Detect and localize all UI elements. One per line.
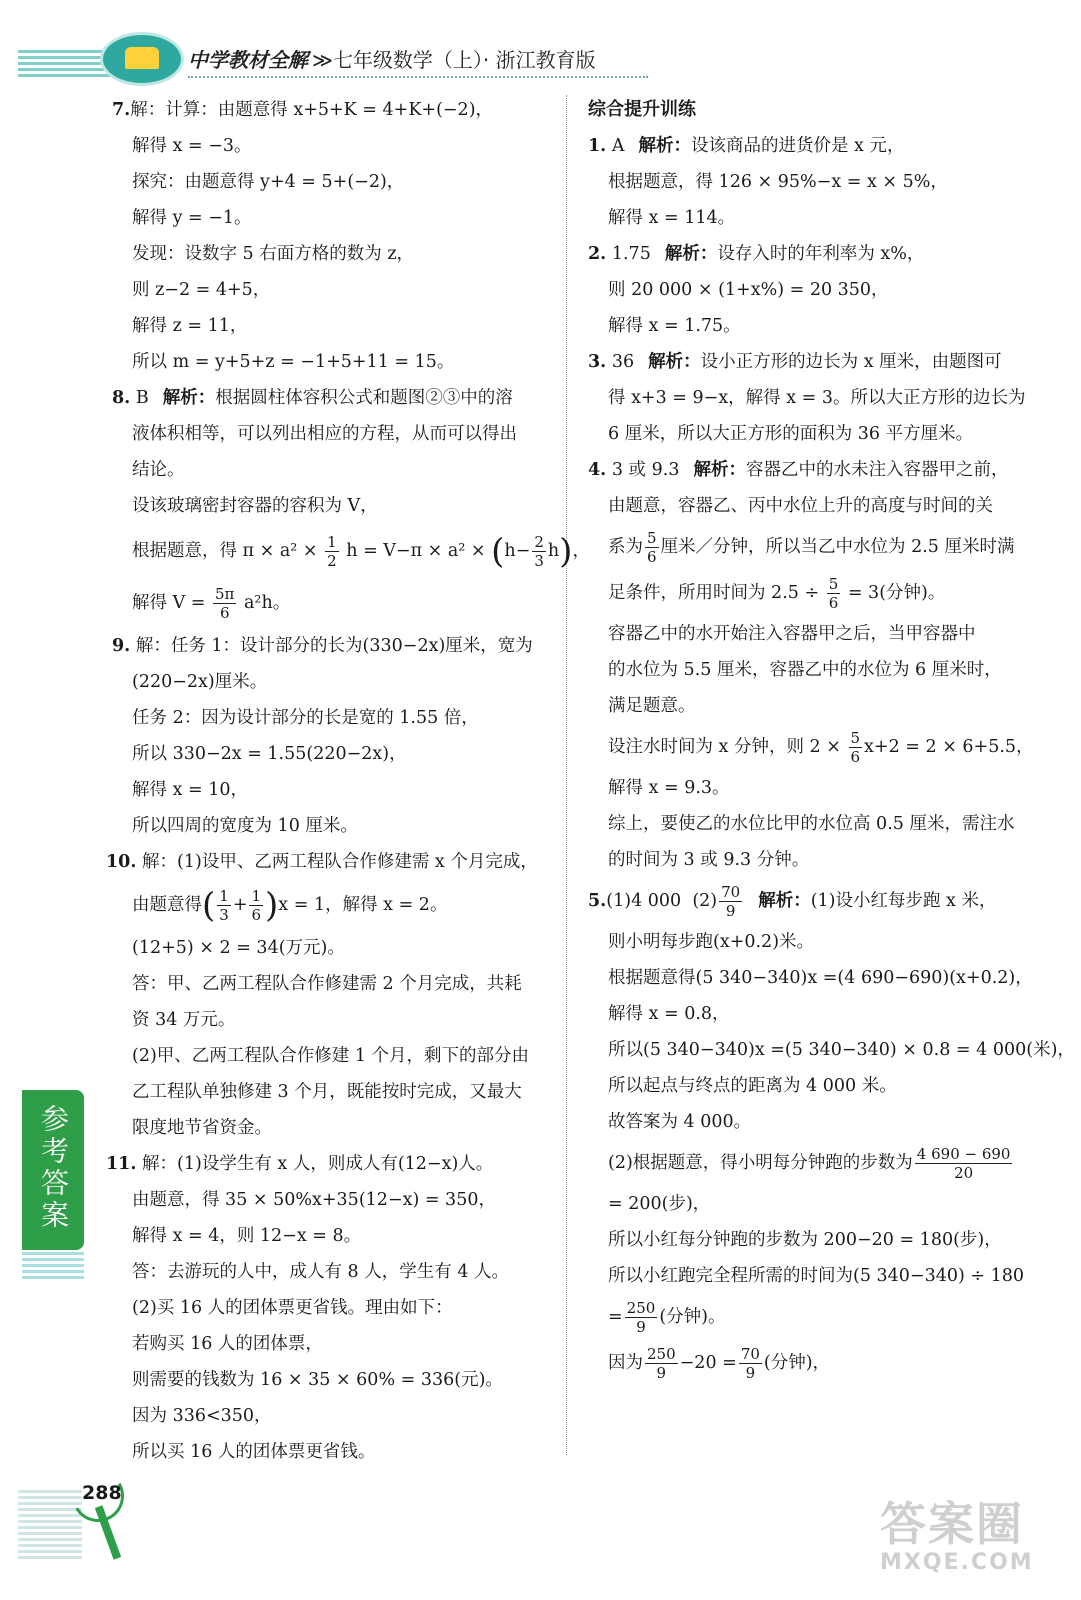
numerator: 250 — [647, 1345, 676, 1363]
plus-sign: + — [232, 895, 248, 915]
r-q4-line8 — [588, 724, 1038, 770]
answer-text: 解：(1)设甲、乙两工程队合作修建需 x 个月完成， — [142, 852, 538, 872]
r-q4-line6: 的水位为 5.5 厘米，容器乙中的水位为 6 厘米时， — [608, 660, 1002, 680]
r-q5-line13 — [588, 1340, 1038, 1386]
answer-choice: (1)4 000 — [606, 891, 682, 911]
r-q3-line1 — [588, 344, 1038, 380]
answer-text: 解：任务 1：设计部分的长为(330−2x)厘米，宽为 — [135, 636, 533, 656]
r-q5-line7: 故答案为 4 000。 — [608, 1112, 752, 1132]
answer-text: 足条件，所用时间为 2.5 ÷ — [608, 583, 820, 603]
r-q4-line2: 由题意，容器乙、丙中水位上升的高度与时间的关 — [608, 496, 993, 516]
question-number: 5. — [588, 891, 607, 911]
q8-line5 — [112, 524, 590, 578]
fraction — [645, 529, 659, 566]
header-divider — [188, 76, 648, 78]
q7-line2: 解得 x = −3。 — [132, 136, 252, 156]
equation-text: ， — [572, 541, 590, 561]
answer-text: 系为 — [608, 537, 643, 557]
side-stripes — [22, 1252, 84, 1280]
answer-text: 设注水时间为 x 分钟，则 2 × — [608, 737, 841, 757]
numerator: 5 — [647, 529, 657, 547]
q7-line8: 所以 m = y+5+z = −1+5+11 = 15。 — [132, 352, 455, 372]
r-q1-line3: 解得 x = 114。 — [608, 208, 736, 228]
question-number: 10. — [106, 852, 137, 872]
answer-text: 解：(1)设学生有 x 人，则成人有(12−x)人。 — [142, 1154, 494, 1174]
answer-text: = — [608, 1307, 623, 1327]
q10-line8: 限度地节省资金。 — [132, 1118, 272, 1138]
q8-line3: 结论。 — [132, 460, 185, 480]
answer-text: x+2 = 2 × 6+5.5， — [864, 737, 1034, 757]
book-logo-icon — [100, 32, 184, 86]
fraction — [325, 533, 339, 570]
header-title — [188, 44, 596, 73]
question-number: 8. — [112, 388, 131, 408]
answer-text: (分钟)， — [763, 1353, 831, 1373]
numerator: 5π — [215, 585, 235, 603]
q7-line5: 发现：设数字 5 右面方格的数为 z， — [132, 244, 415, 264]
numerator: 2 — [534, 533, 544, 551]
r-q3-line2: 得 x+3 = 9−x，解得 x = 3。所以大正方形的边长为 — [608, 388, 1026, 408]
fraction — [249, 887, 263, 924]
question-number: 11. — [106, 1154, 137, 1174]
q10-line2 — [112, 880, 552, 930]
page-number: 288 — [82, 1482, 122, 1504]
page-header — [0, 0, 1081, 90]
numerator: 70 — [721, 883, 741, 901]
r-q5-line6: 所以起点与终点的距离为 4 000 米。 — [608, 1076, 897, 1096]
r-q5-line5: 所以(5 340−340)x =(5 340−340) × 0.8 = 4 000(米)， — [608, 1040, 1075, 1060]
q7-line4: 解得 y = −1。 — [132, 208, 252, 228]
r-q3-line3: 6 厘米，所以大正方形的面积为 36 平方厘米。 — [608, 424, 974, 444]
answer-text: 容器乙中的水未注入容器甲之前， — [745, 460, 1009, 480]
analysis-label: 解析： — [162, 388, 216, 408]
right-paren: ) — [265, 885, 279, 926]
q11-line4: 答：去游玩的人中，成人有 8 人，学生有 4 人。 — [132, 1262, 510, 1282]
answer-text: = 3(分钟)。 — [847, 583, 946, 603]
answer-text: 厘米／分钟，所以当乙中水位为 2.5 厘米时满 — [660, 537, 1015, 557]
question-number: 2. — [588, 244, 607, 264]
answer-text: 设该商品的进货价是 x 元， — [691, 136, 905, 156]
numerator: 250 — [626, 1299, 656, 1317]
equation-text: h = V−π × a² × — [346, 541, 486, 561]
r-q2-line2: 则 20 000 × (1+x%) = 20 350， — [608, 280, 889, 300]
numerator: 5 — [828, 575, 839, 593]
denominator: 3 — [219, 906, 229, 924]
numerator: 1 — [327, 533, 337, 551]
numerator: 1 — [251, 887, 262, 905]
q9-line2: (220−2x)厘米。 — [132, 672, 268, 692]
r-q4-line5: 容器乙中的水开始注入容器甲之后，当甲容器中 — [608, 624, 976, 644]
answer-text: (1)设小红每步跑 x 米， — [810, 891, 997, 911]
r-q5-line10: 所以小红每分钟跑的步数为 200−20 = 180(步)， — [608, 1230, 1002, 1250]
r-q4-line11: 的时间为 3 或 9.3 分钟。 — [608, 850, 810, 870]
q10-line3: (12+5) × 2 = 34(万元)。 — [132, 938, 345, 958]
denominator: 2 — [327, 552, 337, 570]
answer-text: 设存入时的年利率为 x%， — [717, 244, 925, 264]
right-column — [588, 92, 1075, 1386]
answer-choice: 3 或 9.3 — [611, 460, 680, 480]
q11-line9: 所以买 16 人的团体票更省钱。 — [132, 1442, 376, 1462]
r-q4-line7: 满足题意。 — [608, 696, 696, 716]
equation-text: h — [547, 541, 560, 561]
fraction — [532, 533, 546, 570]
q8-line2: 液体积相等，可以列出相应的方程，从而可以得出 — [132, 424, 517, 444]
answer-text: 解：计算：由题意得 x+5+K = 4+K+(−2)， — [130, 100, 494, 120]
answer-text: (2)根据题意，得小明每分钟跑的步数为 — [608, 1153, 913, 1173]
numerator: 4 690 − 690 — [916, 1145, 1011, 1163]
fraction — [915, 1145, 1013, 1182]
answer-choice: B — [135, 388, 149, 408]
q7-line3: 探究：由题意得 y+4 = 5+(−2)， — [132, 172, 405, 192]
analysis-label: 解析： — [758, 891, 811, 911]
q8-line4: 设该玻璃密封容器的容积为 V， — [132, 496, 378, 516]
q10-line7: 乙工程队单独修建 3 个月，既能按时完成，又最大 — [132, 1082, 522, 1102]
question-number: 9. — [112, 636, 131, 656]
q9-line1 — [112, 628, 552, 664]
r-q2-line1 — [588, 236, 1038, 272]
analysis-label: 解析： — [693, 460, 746, 480]
column-divider — [566, 95, 567, 1455]
answer-choice: (2) — [692, 891, 718, 911]
q11-line7: 则需要的钱数为 16 × 35 × 60% = 336(元)。 — [132, 1370, 503, 1390]
equation-text: h− — [504, 541, 531, 561]
equation-text: a²h。 — [244, 593, 291, 613]
r-q5-line3: 根据题意得(5 340−340)x =(4 690−690)(x+0.2)， — [608, 968, 1033, 988]
q9-line5: 解得 x = 10， — [132, 780, 248, 800]
left-paren: ( — [202, 885, 216, 926]
reference-answer-tab — [22, 1090, 84, 1250]
r-q1-line1 — [588, 128, 1038, 164]
fraction — [739, 1345, 762, 1382]
q8-line6 — [112, 578, 552, 628]
q10-line6: (2)甲、乙两工程队合作修建 1 个月，剩下的部分由 — [132, 1046, 530, 1066]
r-q5-line11: 所以小红跑完全程所需的时间为(5 340−340) ÷ 180 — [608, 1266, 1025, 1286]
question-number: 7. — [112, 100, 131, 120]
answer-choice: A — [611, 136, 625, 156]
r-q5-line9: = 200(步)， — [608, 1194, 711, 1214]
fraction — [719, 883, 742, 920]
fraction — [217, 887, 231, 924]
denominator: 6 — [647, 548, 657, 566]
watermark-url: MXQE.COM — [880, 1550, 1034, 1575]
r-q4-line4 — [588, 570, 1038, 616]
watermark — [880, 1488, 1060, 1588]
denominator: 6 — [251, 906, 262, 924]
denominator: 9 — [656, 1364, 667, 1382]
question-number: 4. — [588, 460, 607, 480]
fraction — [213, 585, 236, 622]
equation-text: 根据题意，得 π × a² × — [132, 541, 318, 561]
header-subtitle: ≫七年级数学（上）· 浙江教育版 — [312, 48, 596, 72]
denominator: 3 — [534, 552, 544, 570]
answer-text: 设小正方形的边长为 x 厘米，由题图可 — [700, 352, 1002, 372]
denominator: 6 — [850, 748, 861, 766]
left-paren: ( — [491, 531, 505, 572]
r-q4-line10: 综上，要使乙的水位比甲的水位高 0.5 厘米，需注水 — [608, 814, 1015, 834]
fraction — [827, 575, 841, 612]
q10-line4: 答：甲、乙两工程队合作修建需 2 个月完成，共耗 — [132, 974, 522, 994]
denominator: 9 — [745, 1364, 756, 1382]
analysis-label: 解析： — [638, 136, 691, 156]
answer-choice: 1.75 — [611, 244, 651, 264]
r-q5-line12 — [588, 1294, 1038, 1340]
denominator: 6 — [828, 594, 839, 612]
answer-text: 因为 — [608, 1353, 643, 1373]
answer-choice: 36 — [611, 352, 635, 372]
fraction — [645, 1345, 678, 1382]
r-q5-line2: 则小明每步跑(x+0.2)米。 — [608, 932, 815, 952]
header-brand: 中学教材全解 — [188, 48, 308, 72]
question-number: 1. — [588, 136, 607, 156]
r-q4-line9: 解得 x = 9.3。 — [608, 778, 730, 798]
q11-line2: 由题意，得 35 × 50%x+35(12−x) = 350， — [132, 1190, 496, 1210]
r-q5-line8 — [588, 1140, 1038, 1186]
equation-text: 解得 V = — [132, 593, 206, 613]
analysis-label: 解析： — [648, 352, 701, 372]
r-q2-line3: 解得 x = 1.75。 — [608, 316, 741, 336]
denominator: 6 — [219, 604, 230, 622]
q11-line3: 解得 x = 4，则 12−x = 8。 — [132, 1226, 362, 1246]
left-column — [106, 92, 590, 1470]
q11-line8: 因为 336<350， — [132, 1406, 272, 1426]
denominator: 20 — [954, 1164, 974, 1182]
answer-text: (分钟)。 — [659, 1307, 726, 1327]
fraction — [625, 1299, 658, 1336]
q10-line1 — [106, 844, 552, 880]
q11-line5: (2)买 16 人的团体票更省钱。理由如下： — [132, 1298, 453, 1318]
numerator: 1 — [219, 887, 229, 905]
fraction — [849, 729, 863, 766]
watermark-text: 答案圈 — [880, 1497, 1024, 1551]
analysis-label: 解析： — [664, 244, 718, 264]
q11-line1 — [106, 1146, 552, 1182]
q7-line7: 解得 z = 11， — [132, 316, 248, 336]
r-q1-line2: 根据题意，得 126 × 95%−x = x × 5%， — [608, 172, 948, 192]
section-title: 综合提升训练 — [588, 99, 696, 120]
q9-line4: 所以 330−2x = 1.55(220−2x)， — [132, 744, 407, 764]
answer-text: −20 = — [679, 1353, 737, 1373]
q11-line6: 若购买 16 人的团体票， — [132, 1334, 323, 1354]
answer-text: 根据圆柱体容积公式和题图②③中的溶 — [215, 388, 513, 408]
r-q4-line3 — [588, 524, 1038, 570]
equation-text: 由题意得 — [132, 895, 202, 915]
denominator: 9 — [725, 902, 736, 920]
q8-line1 — [112, 380, 552, 416]
numerator: 70 — [740, 1345, 760, 1363]
side-tab-label: 参考答案 — [37, 1104, 70, 1232]
q9-line3: 任务 2：因为设计部分的长是宽的 1.55 倍， — [132, 708, 479, 728]
q9-line6: 所以四周的宽度为 10 厘米。 — [132, 816, 358, 836]
r-q5-line4: 解得 x = 0.8， — [608, 1004, 730, 1024]
denominator: 9 — [636, 1318, 646, 1336]
q10-line5: 资 34 万元。 — [132, 1010, 236, 1030]
equation-text: x = 1，解得 x = 2。 — [278, 895, 448, 915]
numerator: 5 — [850, 729, 861, 747]
r-q5-line1 — [588, 878, 1038, 924]
question-number: 3. — [588, 352, 607, 372]
r-q4-line1 — [588, 452, 1038, 488]
q7-line1 — [112, 92, 552, 128]
right-paren: ) — [559, 531, 573, 572]
q7-line6: 则 z−2 = 4+5， — [132, 280, 271, 300]
